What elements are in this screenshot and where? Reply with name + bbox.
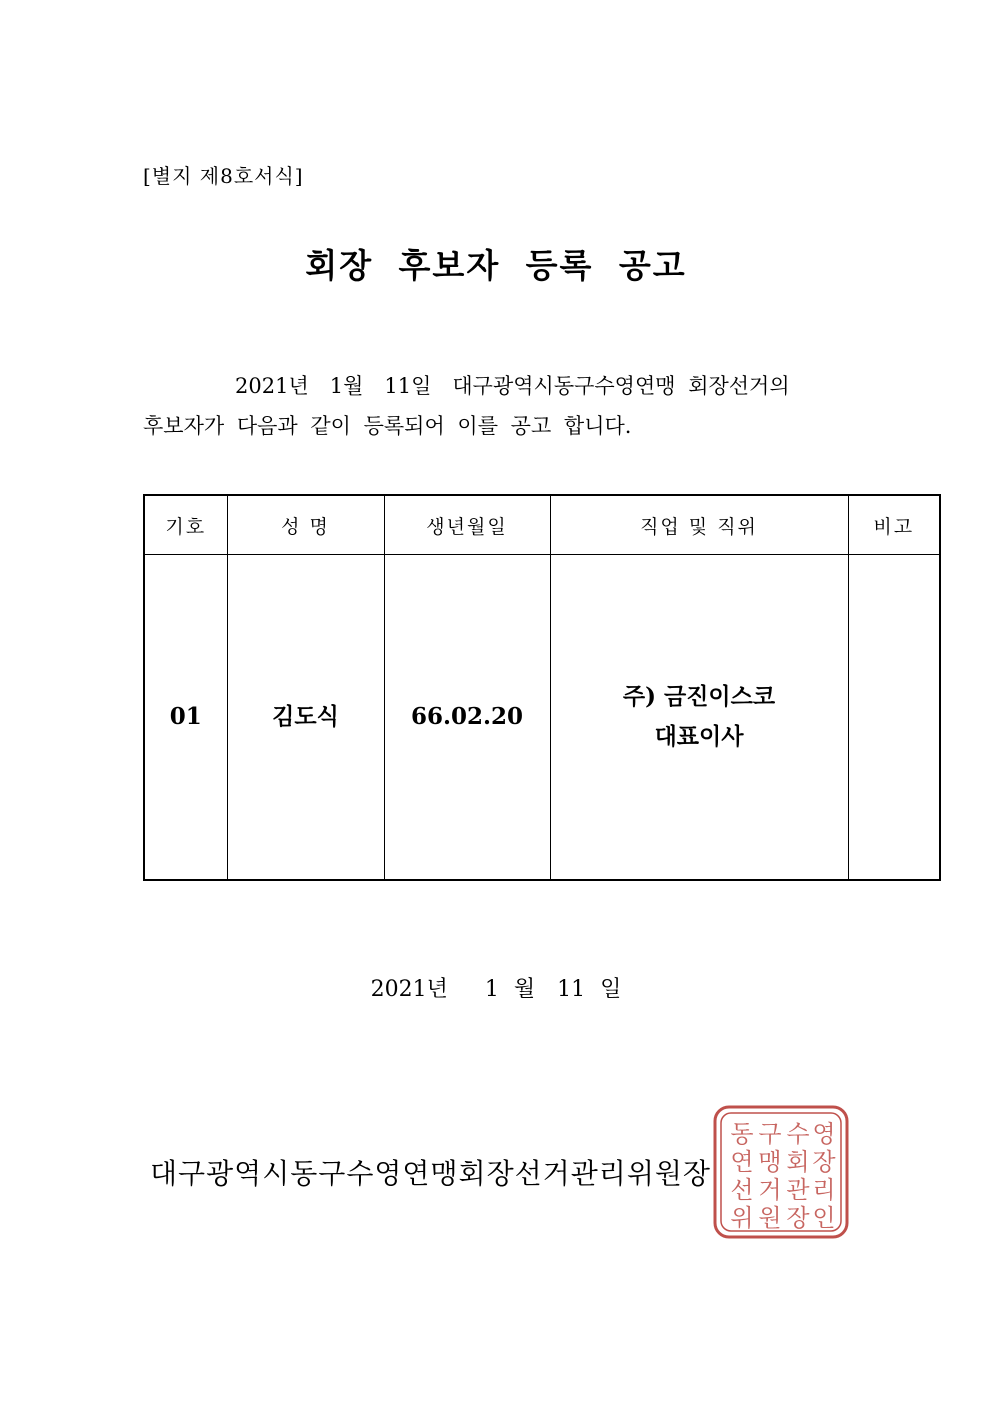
- table-header-row: [144, 495, 940, 555]
- committee-name: 대구광역시동구수영연맹회장선거관리위원장: [150, 1157, 711, 1190]
- announcement-date: 2021년 1 월 11 일: [370, 977, 622, 1002]
- svg-text:연: 연: [730, 1148, 754, 1176]
- official-seal-stamp: [712, 1104, 850, 1240]
- job-position: 대표이사: [654, 723, 744, 750]
- svg-text:위: 위: [730, 1204, 754, 1232]
- svg-text:구: 구: [758, 1120, 782, 1148]
- svg-text:원: 원: [758, 1204, 782, 1232]
- header-job: 직업 및 직위: [550, 495, 848, 555]
- svg-text:장: 장: [786, 1204, 810, 1232]
- cell-number: 01: [144, 555, 227, 881]
- svg-text:영: 영: [812, 1120, 836, 1148]
- header-number: 기호: [144, 495, 227, 555]
- svg-text:수: 수: [786, 1120, 810, 1148]
- svg-text:회: 회: [786, 1148, 810, 1176]
- candidate-table: [143, 494, 941, 881]
- notice-text: [143, 366, 903, 446]
- header-birth: 생년월일: [384, 495, 550, 555]
- cell-job: [550, 555, 848, 881]
- header-name: 성 명: [227, 495, 384, 555]
- svg-text:장: 장: [812, 1148, 836, 1176]
- notice-line-2: 후보자가 다음과 같이 등록되어 이를 공고 합니다.: [143, 414, 632, 438]
- svg-text:동: 동: [730, 1120, 754, 1148]
- cell-name: 김도식: [227, 555, 384, 881]
- svg-text:맹: 맹: [758, 1148, 782, 1176]
- form-label: [별지 제8호서식]: [143, 164, 304, 188]
- header-note: 비고: [848, 495, 940, 555]
- cell-note: [848, 555, 940, 881]
- notice-line-1: 2021년 1월 11일 대구광역시동구수영연맹 회장선거의: [235, 374, 790, 398]
- cell-birth: 66.02.20: [384, 555, 550, 881]
- svg-text:관: 관: [786, 1176, 810, 1204]
- svg-text:리: 리: [812, 1176, 836, 1204]
- svg-text:거: 거: [758, 1176, 782, 1204]
- svg-text:선: 선: [730, 1176, 754, 1204]
- document-title: 회장 후보자 등록 공고: [305, 246, 687, 285]
- job-company: 주) 금진이스코: [622, 683, 776, 710]
- table-row: [144, 555, 940, 881]
- svg-text:인: 인: [812, 1204, 836, 1232]
